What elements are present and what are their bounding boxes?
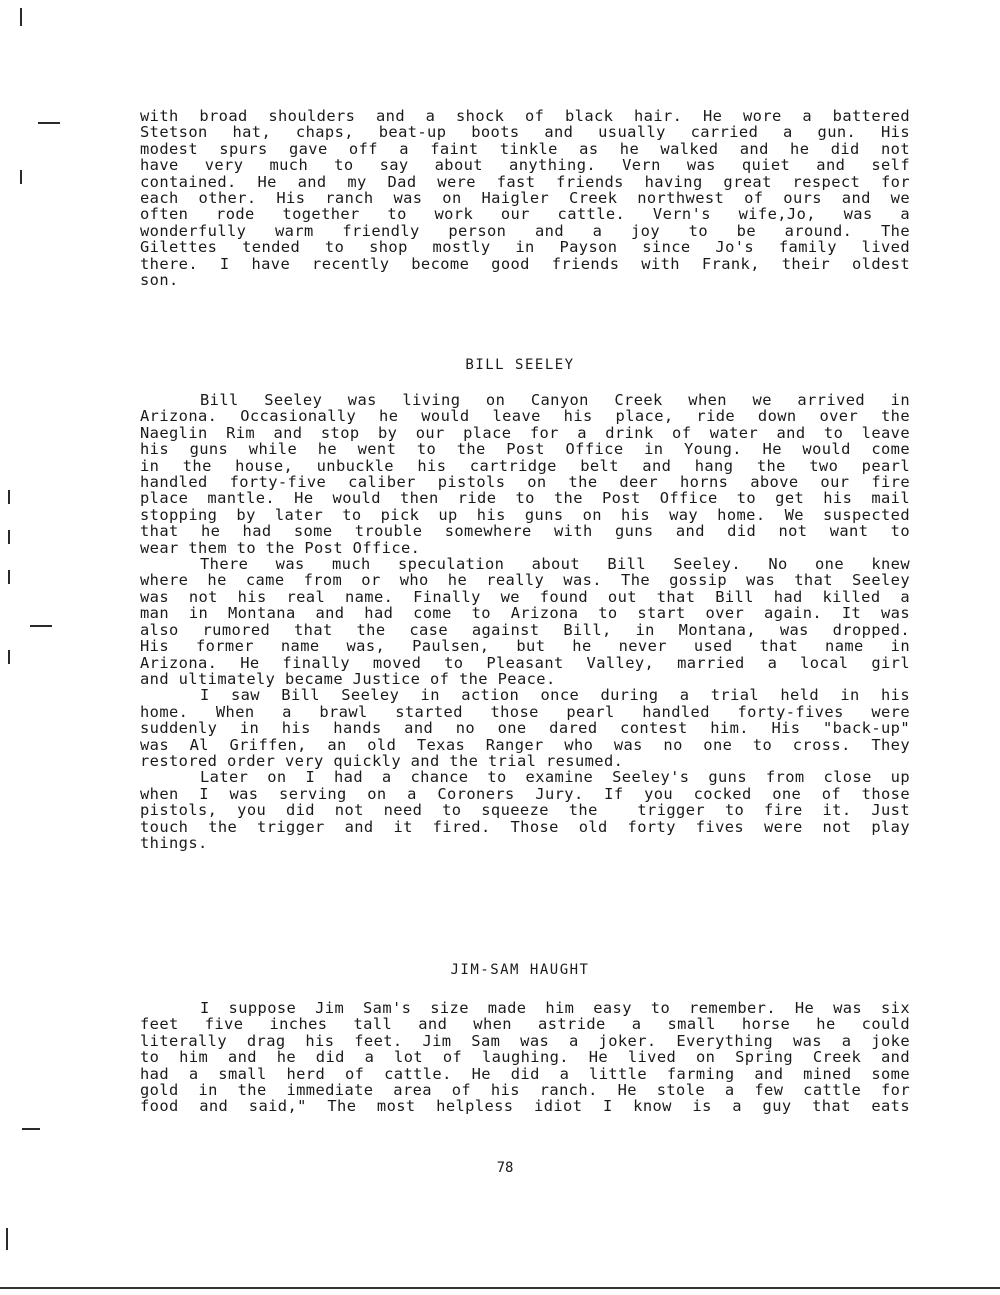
text-line: wear them to the Post Office. bbox=[140, 538, 421, 557]
text-line: have very much to say about anything. Vern was quiet and self bbox=[140, 156, 910, 175]
scan-margin-mark bbox=[22, 1128, 40, 1130]
text-line: each other. His ranch was on Haigler Creek northwest of ours and we bbox=[140, 189, 910, 208]
text-line: son. bbox=[140, 271, 179, 290]
text-line: Naeglin Rim and stop by our place for a drink of water and to leave bbox=[140, 423, 910, 442]
text-line: contained. He and my Dad were fast friends having great respect for bbox=[140, 172, 910, 191]
section-body-bill-seeley bbox=[140, 392, 910, 851]
text-line: Gilettes tended to shop mostly in Payson since Jo's family lived bbox=[140, 238, 910, 257]
text-line: I saw Bill Seeley in action once during a trial held in his bbox=[200, 686, 910, 705]
scan-margin-mark bbox=[20, 170, 22, 184]
text-line: Later on I had a chance to examine Seeley's guns from close up bbox=[200, 768, 910, 787]
scan-margin-mark bbox=[20, 8, 22, 26]
text-line: touch the trigger and it fired. Those old forty fives were not play bbox=[140, 817, 910, 836]
text-line: often rode together to work our cattle. Vern's wife,Jo, was a bbox=[140, 205, 910, 224]
text-line: Bill Seeley was living on Canyon Creek when we arrived in bbox=[200, 391, 910, 409]
text-line: there. I have recently become good friends with Frank, their oldest bbox=[140, 254, 910, 273]
text-line: his guns while he went to the Post Office in Young. He would come bbox=[140, 440, 910, 459]
page-bottom-edge bbox=[0, 1287, 1000, 1289]
text-line: modest spurs gave off a faint tinkle as he walked and he did not bbox=[140, 139, 910, 158]
scan-margin-mark bbox=[8, 570, 10, 584]
text-line: Arizona. He finally moved to Pleasant Valley, married a local girl bbox=[140, 653, 910, 672]
text-line: to him and he did a lot of laughing. He lived on Spring Creek and bbox=[140, 1048, 910, 1067]
scan-margin-mark bbox=[6, 1228, 8, 1250]
intro-paragraph bbox=[140, 108, 910, 288]
text-line: where he came from or who he really was. The gossip was that Seeley bbox=[140, 571, 910, 590]
text-line: was not his real name. Finally we found out that Bill had killed a bbox=[140, 587, 910, 606]
text-line: when I was serving on a Coroners Jury. If you cocked one of those bbox=[140, 784, 910, 803]
scan-margin-mark bbox=[8, 530, 10, 544]
scan-margin-mark bbox=[8, 650, 10, 664]
text-line: restored order very quickly and the trial resumed. bbox=[140, 751, 624, 770]
section-body-jim-sam-haught bbox=[140, 1000, 910, 1115]
text-line: was Al Griffen, an old Texas Ranger who was no one to cross. They bbox=[140, 735, 910, 754]
text-line: His former name was, Paulsen, but he never used that name in bbox=[140, 637, 910, 656]
text-line: I suppose Jim Sam's size made him easy to remember. He was six bbox=[200, 999, 910, 1017]
text-line: and ultimately became Justice of the Peace. bbox=[140, 669, 556, 688]
text-line: pistols, you did not need to squeeze the trigger to fire it. Just bbox=[140, 801, 910, 820]
text-line: wonderfully warm friendly person and a joy to be around. The bbox=[140, 221, 910, 240]
text-line: with broad shoulders and a shock of black hair. He wore a battered bbox=[140, 107, 910, 125]
section-heading-bill-seeley: BILL SEELEY bbox=[465, 357, 575, 373]
text-line: food and said," The most helpless idiot I know is a guy that eats bbox=[140, 1097, 910, 1116]
text-line: Stetson hat, chaps, beat-up boots and usually carried a gun. His bbox=[140, 123, 910, 142]
text-line: gold in the immediate area of his ranch. He stole a few cattle for bbox=[140, 1081, 910, 1100]
text-line: man in Montana and had come to Arizona to start over again. It was bbox=[140, 604, 910, 623]
scan-margin-mark bbox=[8, 490, 10, 504]
text-line: things. bbox=[140, 833, 208, 852]
text-line: literally drag his feet. Jim Sam was a joker. Everything was a joke bbox=[140, 1031, 910, 1050]
text-line: that he had some trouble somewhere with guns and did not want to bbox=[140, 522, 910, 541]
text-line: suddenly in his hands and no one dared contest him. His "back-up" bbox=[140, 719, 910, 738]
text-line: had a small herd of cattle. He did a little farming and mined some bbox=[140, 1064, 910, 1083]
text-line: feet five inches tall and when astride a small horse he could bbox=[140, 1015, 910, 1034]
section-heading-jim-sam-haught: JIM-SAM HAUGHT bbox=[450, 962, 590, 978]
page-number: 78 bbox=[496, 1160, 514, 1176]
text-line: handled forty-five caliber pistols on the deer horns above our fire bbox=[140, 473, 910, 492]
scan-margin-mark bbox=[30, 625, 52, 627]
text-line: place mantle. He would then ride to the Post Office to get his mail bbox=[140, 489, 910, 508]
scan-margin-mark bbox=[38, 122, 60, 124]
text-line: stopping by later to pick up his guns on his way home. We suspected bbox=[140, 505, 910, 524]
text-line: There was much speculation about Bill Seeley. No one knew bbox=[200, 555, 910, 574]
text-line: Arizona. Occasionally he would leave his place, ride down over the bbox=[140, 407, 910, 426]
text-line: also rumored that the case against Bill, in Montana, was dropped. bbox=[140, 620, 910, 639]
text-line: home. When a brawl started those pearl handled forty-fives were bbox=[140, 702, 910, 721]
text-line: in the house, unbuckle his cartridge belt and hang the two pearl bbox=[140, 456, 910, 475]
